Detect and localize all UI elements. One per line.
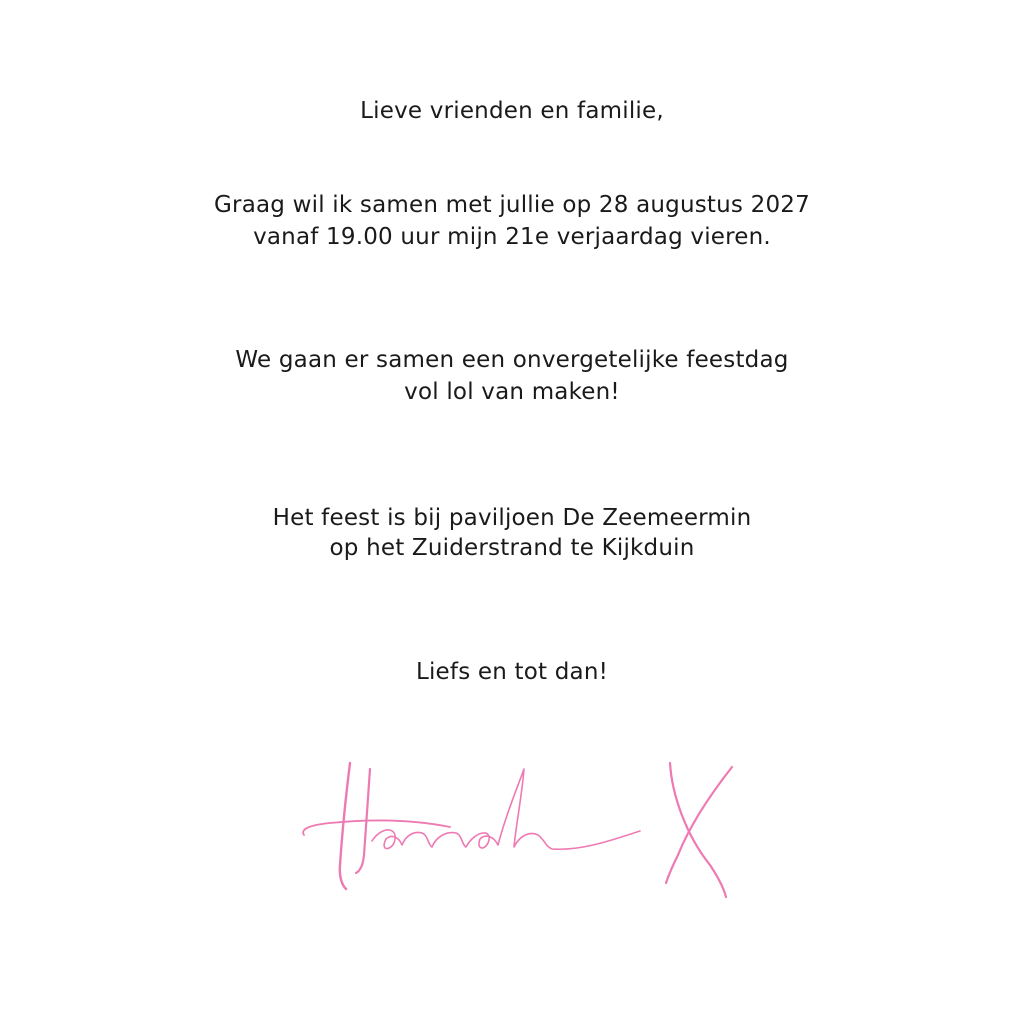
signature-stroke-x2 [666, 767, 732, 883]
greeting: Lieve vrienden en familie, [360, 98, 664, 124]
signature-stroke-annah [372, 769, 640, 849]
date-time-line-2: vanaf 19.00 uur mijn 21e verjaardag vieren. [253, 224, 771, 250]
celebration-line-1: We gaan er samen een onvergetelijke feestdag [235, 347, 789, 373]
signature-stroke-h-bar [303, 820, 450, 835]
signature-stroke-x1 [670, 763, 726, 897]
signature-stroke-h-left [340, 763, 350, 889]
location-line-2: op het Zuiderstrand te Kijkduin [329, 535, 695, 561]
location-line-1: Het feest is bij paviljoen De Zeemeermin [272, 505, 752, 531]
signature-drawing [290, 755, 740, 905]
date-time-line-1: Graag wil ik samen met jullie op 28 augustus 2027 [214, 192, 810, 218]
handwritten-signature [290, 755, 740, 905]
celebration-line-2: vol lol van maken! [404, 379, 620, 405]
closing-line: Liefs en tot dan! [415, 659, 609, 685]
